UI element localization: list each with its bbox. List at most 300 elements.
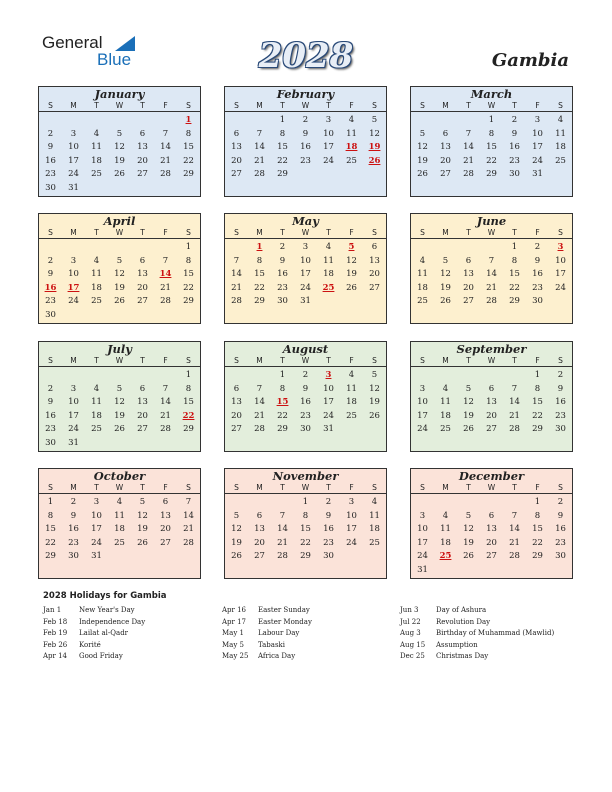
day-cell: 28	[254, 424, 265, 435]
day-cell: 20	[160, 524, 171, 535]
brand-line1: General	[42, 33, 103, 52]
weekday-header	[225, 228, 386, 239]
day-cell: 20	[254, 537, 265, 548]
day-cell: 18	[440, 537, 451, 548]
weekday-label: M	[256, 483, 263, 492]
holiday-day: 18	[345, 142, 358, 153]
weekday-label: T	[326, 483, 331, 492]
holiday-column	[400, 605, 554, 663]
day-cell: 14	[254, 397, 265, 408]
holiday-name: Independence Day	[79, 617, 146, 626]
day-cell: 9	[534, 255, 541, 266]
day-cell: 21	[509, 537, 520, 548]
weekday-label: T	[466, 356, 471, 365]
holiday-day: 1	[256, 242, 263, 252]
day-cell: 4	[325, 242, 332, 252]
day-cell: 5	[116, 128, 123, 139]
day-cell: 16	[300, 142, 311, 153]
day-cell: 25	[346, 155, 357, 166]
day-cell: 20	[137, 282, 148, 293]
day-cell: 29	[277, 424, 288, 435]
day-cell: 29	[532, 551, 543, 562]
day-cell: 28	[183, 537, 194, 548]
month-february	[224, 86, 387, 197]
weekday-header	[39, 483, 200, 494]
day-cell: 10	[91, 510, 102, 521]
day-cell: 30	[555, 551, 566, 562]
weekday-label: S	[558, 101, 563, 110]
day-cell: 29	[254, 296, 265, 307]
day-grid	[225, 496, 386, 564]
month-name: April	[103, 214, 136, 228]
holiday-column	[43, 605, 145, 663]
weekday-label: S	[558, 228, 563, 237]
holiday-column	[222, 605, 312, 663]
day-cell: 7	[279, 510, 286, 521]
day-cell: 30	[68, 551, 79, 562]
empty-cell	[39, 114, 62, 128]
holiday-day: 3	[557, 242, 564, 252]
holiday-date: Jun 3	[400, 606, 419, 614]
day-cell: 20	[463, 282, 474, 293]
day-cell: 19	[114, 155, 125, 166]
weekday-label: W	[301, 228, 310, 237]
empty-cell	[154, 114, 177, 128]
day-cell: 17	[68, 410, 79, 421]
day-cell: 2	[47, 383, 54, 394]
weekday-header	[411, 101, 572, 112]
day-cell: 4	[442, 510, 449, 521]
weekday-label: W	[487, 101, 496, 110]
month-name: December	[458, 469, 525, 483]
day-cell: 29	[509, 296, 520, 307]
day-cell: 4	[557, 115, 564, 125]
day-cell: 31	[300, 296, 311, 307]
weekday-label: S	[420, 228, 425, 237]
weekday-label: S	[558, 483, 563, 492]
day-cell: 22	[277, 410, 288, 421]
day-cell: 12	[137, 510, 148, 521]
holiday-row	[222, 628, 312, 640]
weekday-label: S	[558, 356, 563, 365]
month-march	[410, 86, 573, 197]
empty-cell	[154, 369, 177, 383]
day-cell: 27	[137, 296, 148, 307]
day-cell: 22	[183, 282, 194, 293]
weekday-label: S	[186, 483, 191, 492]
empty-cell	[434, 496, 457, 510]
day-cell: 18	[440, 410, 451, 421]
empty-cell	[248, 496, 271, 510]
day-cell: 9	[325, 510, 332, 521]
holiday-row	[400, 628, 554, 640]
weekday-label: T	[466, 228, 471, 237]
day-cell: 16	[45, 410, 56, 421]
weekday-label: T	[466, 483, 471, 492]
day-cell: 3	[348, 497, 355, 507]
day-cell: 23	[300, 410, 311, 421]
holiday-day: 19	[368, 142, 381, 153]
weekday-label: S	[234, 228, 239, 237]
weekday-label: W	[487, 356, 496, 365]
day-cell: 17	[323, 397, 334, 408]
day-cell: 14	[509, 524, 520, 535]
day-cell: 27	[137, 169, 148, 180]
day-cell: 11	[346, 128, 357, 139]
weekday-label: M	[70, 356, 77, 365]
day-cell: 6	[488, 383, 495, 394]
empty-cell	[434, 114, 457, 128]
weekday-label: T	[94, 356, 99, 365]
day-cell: 15	[183, 142, 194, 153]
day-cell: 22	[254, 282, 265, 293]
weekday-label: M	[256, 101, 263, 110]
day-cell: 6	[488, 510, 495, 521]
day-cell: 4	[116, 497, 123, 507]
day-cell: 5	[116, 255, 123, 266]
weekday-label: F	[349, 483, 354, 492]
day-cell: 22	[532, 537, 543, 548]
day-grid	[39, 114, 200, 196]
day-cell: 11	[417, 269, 428, 280]
weekday-label: M	[256, 356, 263, 365]
holiday-row	[222, 605, 312, 617]
day-cell: 18	[91, 410, 102, 421]
day-cell: 5	[233, 510, 240, 521]
day-cell: 2	[302, 115, 309, 125]
holiday-day: 15	[276, 397, 289, 408]
day-cell: 17	[91, 524, 102, 535]
day-cell: 13	[254, 524, 265, 535]
weekday-header	[39, 228, 200, 239]
day-cell: 2	[302, 370, 309, 380]
day-cell: 5	[116, 383, 123, 394]
holiday-date: Jan 1	[43, 606, 62, 614]
day-cell: 13	[463, 269, 474, 280]
day-cell: 3	[70, 255, 77, 266]
holiday-row	[222, 651, 312, 663]
day-cell: 6	[233, 128, 240, 139]
month-december	[410, 468, 573, 579]
day-cell: 22	[45, 537, 56, 548]
day-cell: 6	[139, 128, 146, 139]
holiday-date: Feb 19	[43, 629, 68, 638]
day-grid	[411, 369, 572, 437]
holiday-name: Assumption	[436, 640, 478, 649]
day-cell: 8	[47, 510, 54, 521]
holiday-row	[222, 640, 312, 652]
day-cell: 23	[300, 155, 311, 166]
day-cell: 15	[509, 269, 520, 280]
weekday-label: W	[487, 483, 496, 492]
weekday-label: T	[326, 228, 331, 237]
day-cell: 5	[419, 128, 426, 139]
day-cell: 9	[511, 128, 518, 139]
day-cell: 10	[323, 128, 334, 139]
day-cell: 12	[417, 142, 428, 153]
year-title: 2028	[258, 36, 354, 76]
day-cell: 21	[277, 537, 288, 548]
weekday-label: W	[115, 356, 124, 365]
day-grid	[225, 369, 386, 437]
day-cell: 2	[279, 242, 286, 252]
holiday-row	[43, 628, 145, 640]
weekday-label: T	[280, 101, 285, 110]
day-cell: 10	[300, 255, 311, 266]
day-cell: 12	[346, 255, 357, 266]
empty-cell	[411, 114, 434, 128]
day-cell: 7	[233, 255, 240, 266]
empty-cell	[108, 369, 131, 383]
weekday-label: S	[420, 356, 425, 365]
weekday-label: T	[140, 483, 145, 492]
holiday-day: 1	[185, 115, 192, 125]
empty-cell	[271, 496, 294, 510]
day-cell: 15	[183, 269, 194, 280]
day-cell: 8	[488, 128, 495, 139]
day-cell: 15	[486, 142, 497, 153]
day-cell: 25	[555, 155, 566, 166]
empty-cell	[131, 369, 154, 383]
empty-cell	[154, 241, 177, 255]
day-cell: 20	[486, 410, 497, 421]
day-cell: 27	[231, 169, 242, 180]
day-cell: 29	[532, 424, 543, 435]
day-cell: 11	[91, 142, 102, 153]
weekday-label: S	[48, 101, 53, 110]
day-cell: 1	[279, 370, 286, 380]
holiday-day: 16	[44, 282, 57, 293]
day-cell: 20	[137, 410, 148, 421]
day-cell: 7	[488, 255, 495, 266]
day-cell: 1	[534, 497, 541, 507]
day-cell: 2	[325, 497, 332, 507]
day-cell: 22	[486, 155, 497, 166]
weekday-label: F	[163, 356, 168, 365]
empty-cell	[225, 241, 248, 255]
weekday-header	[225, 483, 386, 494]
day-cell: 8	[185, 128, 192, 139]
day-cell: 5	[465, 510, 472, 521]
day-cell: 16	[323, 524, 334, 535]
day-cell: 2	[47, 128, 54, 139]
weekday-header	[411, 228, 572, 239]
weekday-label: S	[234, 483, 239, 492]
day-cell: 2	[557, 370, 564, 380]
weekday-label: T	[512, 483, 517, 492]
day-cell: 16	[300, 397, 311, 408]
weekday-label: M	[70, 228, 77, 237]
day-cell: 30	[277, 296, 288, 307]
month-name: October	[93, 469, 146, 483]
day-cell: 7	[465, 128, 472, 139]
day-cell: 27	[254, 551, 265, 562]
day-cell: 15	[183, 397, 194, 408]
weekday-label: M	[256, 228, 263, 237]
day-cell: 7	[511, 510, 518, 521]
day-cell: 12	[114, 269, 125, 280]
weekday-label: M	[442, 356, 449, 365]
holiday-row	[43, 605, 145, 617]
month-october	[38, 468, 201, 579]
weekday-label: T	[326, 356, 331, 365]
empty-cell	[411, 369, 434, 383]
holiday-name: Christmas Day	[436, 652, 489, 661]
empty-cell	[85, 369, 108, 383]
day-cell: 16	[45, 155, 56, 166]
day-cell: 28	[231, 296, 242, 307]
empty-cell	[62, 114, 85, 128]
day-cell: 23	[555, 537, 566, 548]
day-cell: 14	[231, 269, 242, 280]
day-cell: 25	[346, 410, 357, 421]
country-title: Gambia	[491, 50, 569, 71]
day-cell: 18	[417, 282, 428, 293]
day-cell: 9	[70, 510, 77, 521]
day-cell: 4	[93, 383, 100, 394]
day-cell: 8	[302, 510, 309, 521]
day-cell: 30	[323, 551, 334, 562]
day-cell: 3	[93, 497, 100, 507]
day-cell: 1	[279, 115, 286, 125]
empty-cell	[480, 496, 503, 510]
day-cell: 3	[70, 128, 77, 139]
day-cell: 20	[486, 537, 497, 548]
weekday-label: T	[94, 101, 99, 110]
month-may	[224, 213, 387, 324]
empty-cell	[457, 496, 480, 510]
day-cell: 11	[91, 269, 102, 280]
weekday-label: S	[372, 356, 377, 365]
day-cell: 26	[369, 410, 380, 421]
brand-line2: Blue	[97, 50, 132, 69]
day-cell: 15	[300, 524, 311, 535]
day-cell: 13	[231, 397, 242, 408]
day-grid	[411, 496, 572, 578]
day-cell: 11	[91, 397, 102, 408]
day-cell: 29	[277, 169, 288, 180]
day-cell: 17	[532, 142, 543, 153]
day-cell: 7	[162, 255, 169, 266]
empty-cell	[480, 369, 503, 383]
day-cell: 29	[300, 551, 311, 562]
weekday-label: S	[48, 228, 53, 237]
holiday-row	[43, 640, 145, 652]
empty-cell	[85, 114, 108, 128]
day-cell: 16	[509, 142, 520, 153]
weekday-label: T	[140, 356, 145, 365]
month-name: September	[456, 342, 527, 356]
day-cell: 30	[300, 424, 311, 435]
weekday-label: S	[420, 483, 425, 492]
empty-cell	[503, 496, 526, 510]
weekday-label: T	[280, 228, 285, 237]
weekday-label: W	[301, 356, 310, 365]
day-cell: 30	[555, 424, 566, 435]
weekday-label: T	[140, 101, 145, 110]
day-cell: 17	[300, 269, 311, 280]
month-name: June	[476, 214, 507, 228]
day-cell: 13	[160, 510, 171, 521]
day-cell: 27	[463, 296, 474, 307]
empty-cell	[131, 114, 154, 128]
weekday-label: M	[442, 483, 449, 492]
empty-cell	[457, 369, 480, 383]
day-cell: 22	[183, 155, 194, 166]
holiday-name: Revolution Day	[436, 617, 491, 626]
day-cell: 14	[463, 142, 474, 153]
day-cell: 29	[183, 296, 194, 307]
day-cell: 1	[185, 370, 192, 380]
empty-cell	[108, 241, 131, 255]
weekday-label: T	[280, 356, 285, 365]
weekday-label: F	[163, 483, 168, 492]
holiday-date: May 25	[222, 652, 249, 661]
day-cell: 9	[47, 397, 54, 408]
day-cell: 27	[231, 424, 242, 435]
holiday-date: Feb 18	[43, 617, 68, 626]
holiday-day: 25	[439, 551, 452, 562]
holiday-row	[43, 617, 145, 629]
day-cell: 13	[486, 397, 497, 408]
empty-cell	[85, 241, 108, 255]
empty-cell	[62, 369, 85, 383]
day-cell: 27	[486, 424, 497, 435]
day-cell: 31	[532, 169, 543, 180]
day-grid	[39, 241, 200, 323]
day-cell: 8	[511, 255, 518, 266]
holiday-day: 3	[325, 370, 332, 380]
day-cell: 10	[323, 383, 334, 394]
day-cell: 22	[532, 410, 543, 421]
day-cell: 26	[463, 551, 474, 562]
weekday-label: T	[94, 483, 99, 492]
weekday-label: S	[234, 356, 239, 365]
weekday-header	[225, 101, 386, 112]
day-cell: 21	[509, 410, 520, 421]
weekday-label: S	[186, 228, 191, 237]
day-cell: 10	[555, 255, 566, 266]
weekday-label: T	[466, 101, 471, 110]
empty-cell	[225, 496, 248, 510]
day-cell: 6	[465, 255, 472, 266]
day-cell: 17	[417, 537, 428, 548]
weekday-label: S	[186, 356, 191, 365]
day-cell: 18	[91, 282, 102, 293]
day-cell: 8	[256, 255, 263, 266]
day-cell: 13	[369, 255, 380, 266]
day-cell: 24	[323, 155, 334, 166]
day-cell: 8	[185, 255, 192, 266]
holiday-name: Easter Sunday	[258, 606, 310, 614]
month-name: November	[272, 469, 339, 483]
day-cell: 14	[486, 269, 497, 280]
day-cell: 23	[555, 410, 566, 421]
weekday-label: F	[349, 101, 354, 110]
day-cell: 17	[68, 155, 79, 166]
holiday-row	[400, 640, 554, 652]
day-cell: 25	[91, 424, 102, 435]
weekday-label: S	[420, 101, 425, 110]
month-september	[410, 341, 573, 452]
weekday-label: S	[186, 101, 191, 110]
holiday-date: Feb 26	[43, 640, 68, 649]
day-cell: 28	[254, 169, 265, 180]
day-cell: 27	[369, 282, 380, 293]
day-cell: 29	[486, 169, 497, 180]
day-cell: 24	[417, 424, 428, 435]
weekday-label: F	[535, 228, 540, 237]
